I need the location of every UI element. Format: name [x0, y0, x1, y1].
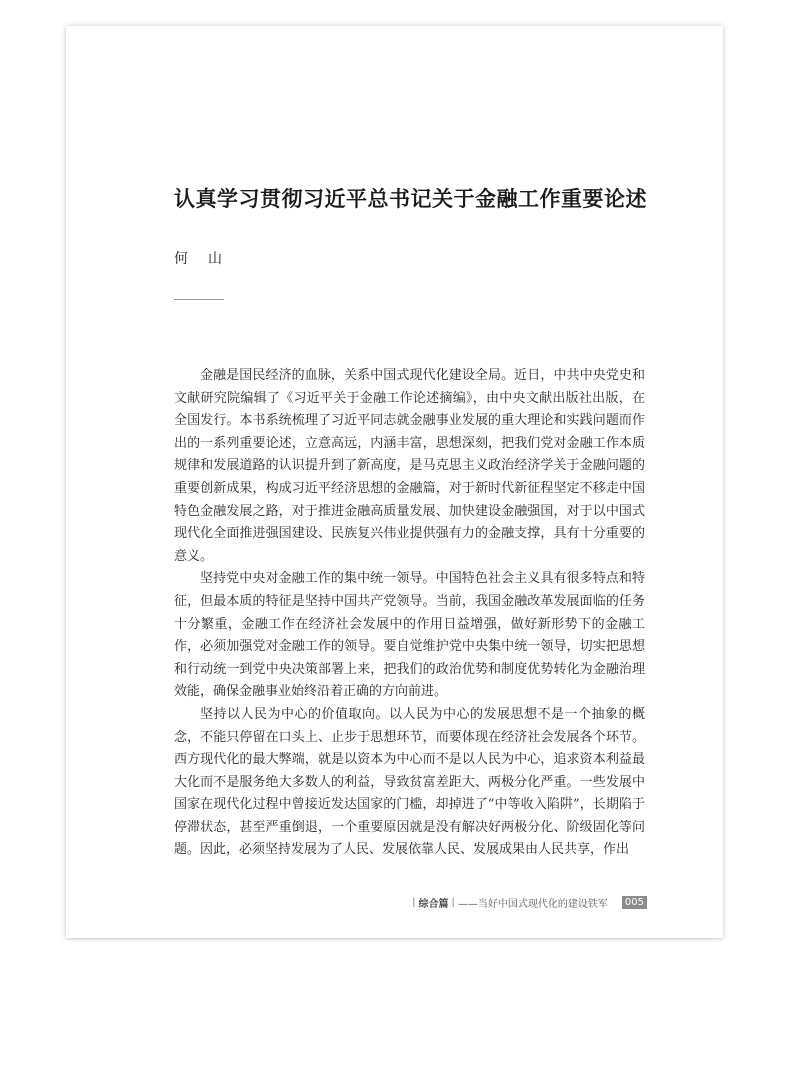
footer-subtitle: ——当好中国式现代化的建设铁军	[457, 898, 608, 910]
page-number: 005	[622, 896, 647, 909]
paragraph: 坚持党中央对金融工作的集中统一领导。中国特色社会主义具有很多特点和特征，但最本质的特征是坚持中国共产党领导。当前，我国金融改革发展面临的任务十分繁重，金融工作在经济社会发展中的作用日益增强，做好新形势下的金融工作，必须加强党对金融工作的领导。要自觉维护党中央集中统一领导，切实把思想和行动统一到党中央决策部署上来，把我们的政治优势和制度优势转化为金融治理效能，确保金融事业始终沿着正确的方向前进。	[174, 571, 645, 700]
running-footer	[400, 895, 647, 909]
document-page	[66, 26, 723, 938]
footer-section: 综合篇	[418, 898, 449, 910]
footer-separator: |	[451, 896, 455, 908]
article-author: 何山	[174, 251, 242, 267]
paragraph: 坚持以人民为中心的价值取向。以人民为中心的发展思想不是一个抽象的概念，不能只停留在口头上、止步于思想环节，而要体现在经济社会发展各个环节。西方现代化的最大弊端，就是以资本为中心而不是以人民为中心，追求资本利益最大化而不是服务绝大多数人的利益，导致贫富差距大、两极分化严重。一些发展中国家在现代化过程中曾接近发达国家的门槛，却掉进了“中等收入陷阱”，长期陷于停滞状态，甚至严重倒退，一个重要原因就是没有解决好两极分化、阶级固化等问题。因此，必须坚持发展为了人民、发展依靠人民、发展成果由人民共享，作出	[174, 706, 645, 858]
article-body	[174, 365, 645, 862]
title-divider	[174, 299, 224, 300]
article-title: 认真学习贯彻习近平总书记关于金融工作重要论述	[174, 186, 647, 211]
paragraph: 金融是国民经济的血脉，关系中国式现代化建设全局。近日，中共中央党史和文献研究院编辑了《习近平关于金融工作论述摘编》，由中央文献出版社出版，在全国发行。本书系统梳理了习近平同志就金融事业发展的重大理论和实践问题而作出的一系列重要论述，立意高远，内涵丰富，思想深刻，把我们党对金融工作本质规律和发展道路的认识提升到了新高度，是马克思主义政治经济学关于金融问题的重要创新成果，构成习近平经济思想的金融篇，对于新时代新征程坚定不移走中国特色金融发展之路，对于推进金融高质量发展、加快建设金融强国，对于以中国式现代化全面推进强国建设、民族复兴伟业提供强有力的金融支撑，具有十分重要的意义。	[174, 368, 645, 564]
footer-separator: |	[412, 896, 416, 908]
